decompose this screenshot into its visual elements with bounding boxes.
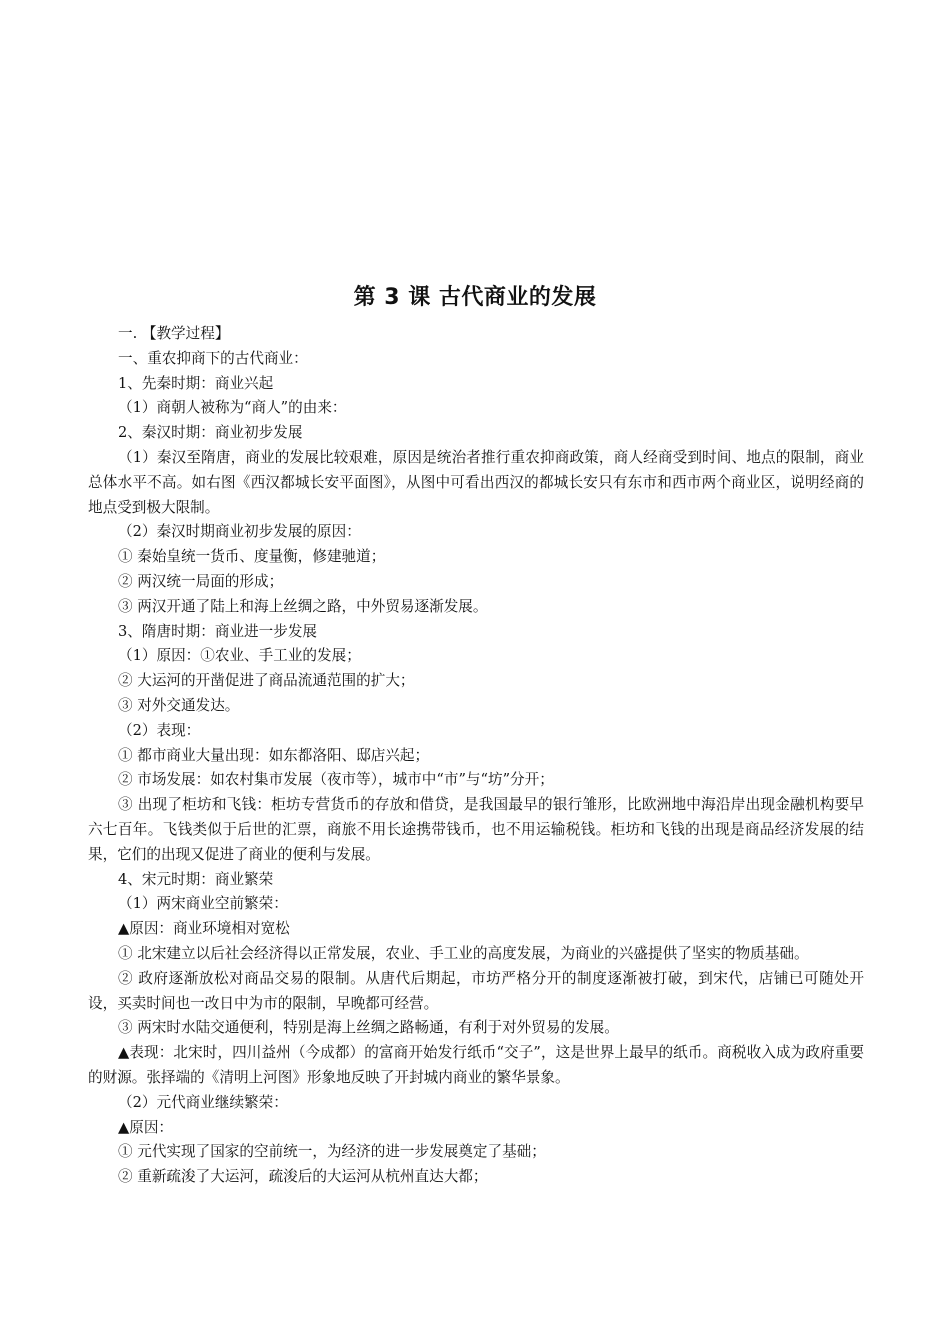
paragraph: ② 大运河的开凿促进了商品流通范围的扩大； (118, 672, 415, 690)
paragraph: ▲原因：商业环境相对宽松 (118, 920, 290, 938)
paragraph: ① 北宋建立以后社会经济得以正常发展，农业、手工业的高度发展，为商业的兴盛提供了坚实的物质基础。 (118, 944, 809, 962)
paragraph: （1）两宋商业空前繁荣： (118, 895, 288, 913)
paragraph: ② 重新疏浚了大运河，疏浚后的大运河从杭州直达大都； (118, 1168, 488, 1186)
paragraph: 一. 【教学过程】 (118, 325, 230, 342)
paragraph: ▲原因： (118, 1118, 174, 1136)
paragraph: 3、隋唐时期：商业进一步发展 (118, 622, 318, 640)
paragraph: ① 都市商业大量出现：如东都洛阳、邸店兴起； (118, 746, 430, 764)
paragraph: 1、先秦时期：商业兴起 (118, 374, 274, 392)
paragraph: ① 元代实现了国家的空前统一，为经济的进一步发展奠定了基础； (118, 1143, 546, 1161)
paragraph: ③ 出现了柜坊和飞钱：柜坊专营货币的存放和借贷，是我国最早的银行雏形，比欧洲地中海沿岸出现金融机构要早六七百年。飞钱类似于后世的汇票，商旅不用长途携带钱币，也不用运输税钱。柜坊和飞钱的出现是商品经济发展的结果，它们的出现又促进了商业的便利与发展。 (88, 796, 864, 863)
paragraph: ② 两汉统一局面的形成； (118, 572, 284, 590)
paragraph: （1）原因：①农业、手工业的发展； (118, 647, 361, 665)
paragraph: ③ 两宋时水陆交通便利，特别是海上丝绸之路畅通，有利于对外贸易的发展。 (118, 1019, 619, 1037)
paragraph: ③ 两汉开通了陆上和海上丝绸之路，中外贸易逐渐发展。 (118, 597, 488, 615)
paragraph: ② 政府逐渐放松对商品交易的限制。从唐代后期起，市坊严格分开的制度逐渐被打破，到宋代，店铺已可随处开设，买卖时间也一改日中为市的限制，早晚都可经营。 (88, 969, 864, 1012)
document-body (88, 322, 864, 1190)
paragraph: （2）表现： (118, 721, 201, 739)
paragraph: （2）元代商业继续繁荣： (118, 1093, 288, 1111)
paragraph: 一、重农抑商下的古代商业： (118, 349, 308, 367)
paragraph: （2）秦汉时期商业初步发展的原因： (118, 523, 361, 541)
paragraph: ▲表现：北宋时，四川益州（今成都）的富商开始发行纸币“交子”，这是世界上最早的纸币。商税收入成为政府重要的财源。张择端的《清明上河图》形象地反映了开封城内商业的繁华景象。 (88, 1044, 864, 1086)
paragraph: （1）秦汉至隋唐，商业的发展比较艰难，原因是统治者推行重农抑商政策，商人经商受到时间、地点的限制，商业总体水平不高。如右图《西汉都城长安平面图》，从图中可看出西汉的都城长安只有东市和西市两个商业区，说明经商的地点受到极大限制。 (88, 448, 864, 516)
document-title: 第 3 课 古代商业的发展 (353, 285, 597, 310)
paragraph: 4、宋元时期：商业繁荣 (118, 870, 274, 888)
paragraph: ② 市场发展：如农村集市发展（夜市等），城市中“市”与“坊”分开； (118, 771, 554, 789)
paragraph: 2、秦汉时期：商业初步发展 (118, 424, 303, 442)
paragraph: ① 秦始皇统一货币、度量衡，修建驰道； (118, 548, 386, 566)
paragraph: ③ 对外交通发达。 (118, 696, 240, 714)
paragraph: （1）商朝人被称为“商人”的由来： (118, 399, 347, 417)
